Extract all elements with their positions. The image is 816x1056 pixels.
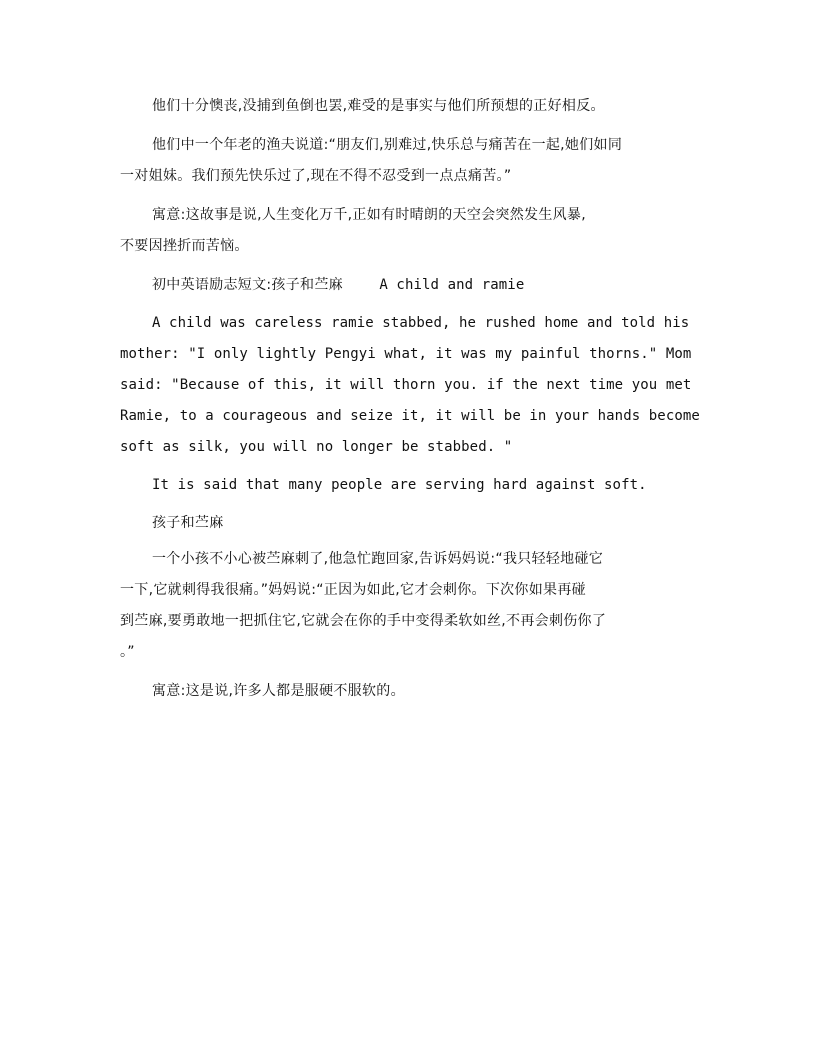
chinese-story-title: 孩子和苎麻 [152, 515, 224, 531]
section-heading-cn: 初中英语励志短文:孩子和苎麻 [152, 277, 343, 293]
english-story-line2: mother: "I only lightly Pengyi what, it was my painful thorns." Mom [120, 346, 692, 362]
english-story-line5: soft as silk, you will no longer be stabbed. " [120, 439, 513, 455]
chinese-story-line2: 一下,它就刺得我很痛。”妈妈说:“正因为如此,它才会刺你。下次你如果再碰 [120, 582, 586, 598]
section-heading [152, 275, 524, 295]
paragraph-old-fisherman-line2: 一对姐妹。我们预先快乐过了,现在不得不忍受到一点点痛苦。” [120, 168, 512, 184]
english-story-line1: A child was careless ramie stabbed, he rushed home and told his [152, 315, 690, 331]
chinese-story-line1: 一个小孩不小心被苎麻刺了,他急忙跑回家,告诉妈妈说:“我只轻轻地碰它 [152, 551, 604, 567]
chinese-moral: 寓意:这是说,许多人都是服硬不服软的。 [152, 683, 405, 699]
paragraph-moral-line2: 不要因挫折而苦恼。 [120, 238, 249, 254]
paragraph-moral-line1: 寓意:这故事是说,人生变化万千,正如有时晴朗的天空会突然发生风暴, [152, 207, 586, 223]
paragraph-disappointed-fishermen: 他们十分懊丧,没捕到鱼倒也罢,难受的是事实与他们所预想的正好相反。 [152, 98, 605, 114]
english-moral: It is said that many people are serving hard against soft. [152, 477, 647, 493]
chinese-story-line3: 到苎麻,要勇敢地一把抓住它,它就会在你的手中变得柔软如丝,不再会刺伤你了 [120, 613, 607, 629]
chinese-story-line4: 。” [120, 644, 135, 660]
section-heading-en: A child and ramie [379, 277, 525, 293]
english-story-line4: Ramie, to a courageous and seize it, it will be in your hands become [120, 408, 700, 424]
english-story-line3: said: "Because of this, it will thorn you. if the next time you met [120, 377, 692, 393]
paragraph-old-fisherman-line1: 他们中一个年老的渔夫说道:“朋友们,别难过,快乐总与痛苦在一起,她们如同 [152, 137, 623, 153]
